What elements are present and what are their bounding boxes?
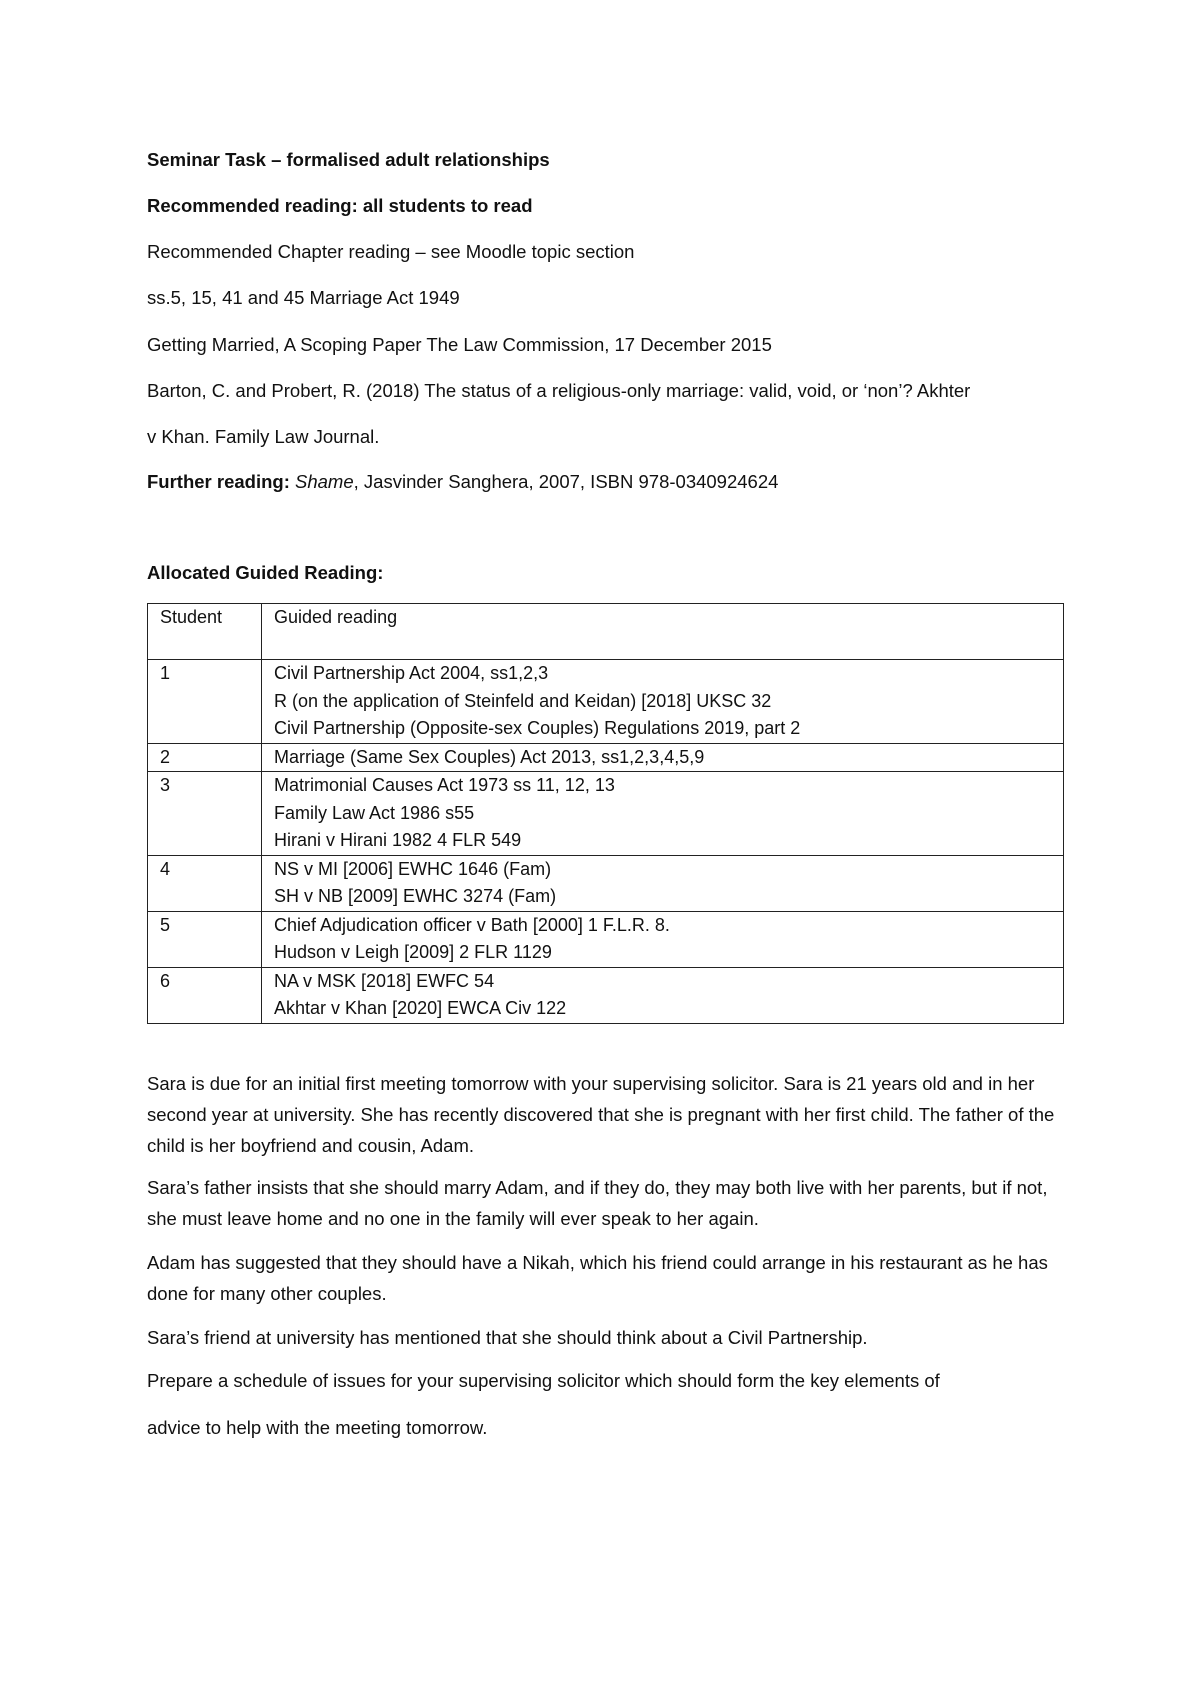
reading-item: Family Law Act 1986 s55	[274, 802, 475, 823]
further-reading-title: Shame	[295, 471, 354, 492]
header-guided-reading: Guided reading	[262, 604, 1064, 660]
header-student: Student	[148, 604, 262, 660]
table-row	[148, 772, 1064, 856]
table-row	[148, 911, 1064, 967]
recommended-item: v Khan. Family Law Journal.	[147, 426, 380, 447]
reading-item: Marriage (Same Sex Couples) Act 2013, ss1,2,3,4,5,9	[274, 746, 705, 767]
reading-item: NS v MI [2006] EWHC 1646 (Fam)	[274, 858, 552, 879]
reading-item: R (on the application of Steinfeld and Keidan) [2018] UKSC 32	[274, 690, 772, 711]
further-reading-label: Further reading:	[147, 471, 290, 492]
table-row	[148, 855, 1064, 911]
task-line: Prepare a schedule of issues for your supervising solicitor which should form the key elements of	[147, 1370, 940, 1391]
readings-cell	[262, 967, 1064, 1023]
readings-cell	[262, 911, 1064, 967]
readings-cell	[262, 855, 1064, 911]
reading-item: Matrimonial Causes Act 1973 ss 11, 12, 13	[274, 775, 615, 795]
student-number: 3	[148, 772, 262, 856]
readings-cell	[262, 772, 1064, 856]
table-row	[148, 967, 1064, 1023]
recommended-item: Barton, C. and Probert, R. (2018) The status of a religious-only marriage: valid, void, or ‘non’? Akhter	[147, 380, 971, 401]
table-row	[148, 660, 1064, 744]
scenario-paragraph: Adam has suggested that they should have a Nikah, which his friend could arrange in his restaurant as he has done for many other couples.	[147, 1252, 1048, 1304]
further-reading	[147, 471, 778, 493]
student-number: 1	[148, 660, 262, 744]
scenario-paragraph: Sara is due for an initial first meeting tomorrow with your supervising solicitor. Sara is 21 years old and in her second year at university. She has recently discovered that she is pregnant with her first child. The father of the child is her boyfriend and cousin, Adam.	[147, 1073, 1055, 1156]
student-number: 6	[148, 967, 262, 1023]
scenario-paragraph: Sara’s father insists that she should marry Adam, and if they do, they may both live with her parents, but if not, she must leave home and no one in the family will ever speak to her again.	[147, 1177, 1048, 1229]
recommended-item: Recommended Chapter reading – see Moodle topic section	[147, 241, 635, 262]
table-header-row	[148, 604, 1064, 660]
further-reading-details: , Jasvinder Sanghera, 2007, ISBN 978-0340924624	[353, 471, 779, 492]
reading-item: Akhtar v Khan [2020] EWCA Civ 122	[274, 998, 567, 1018]
reading-item: Civil Partnership (Opposite-sex Couples) Regulations 2019, part 2	[274, 718, 801, 738]
reading-item: Civil Partnership Act 2004, ss1,2,3	[274, 663, 549, 683]
student-number: 2	[148, 743, 262, 772]
reading-item: NA v MSK [2018] EWFC 54	[274, 970, 495, 991]
reading-item: Hudson v Leigh [2009] 2 FLR 1129	[274, 942, 552, 962]
readings-cell	[262, 743, 1064, 772]
page-title: Seminar Task – formalised adult relationships	[147, 149, 550, 170]
recommended-item: ss.5, 15, 41 and 45 Marriage Act 1949	[147, 287, 460, 308]
recommended-item: Getting Married, A Scoping Paper The Law Commission, 17 December 2015	[147, 334, 772, 355]
reading-item: Hirani v Hirani 1982 4 FLR 549	[274, 830, 522, 850]
recommended-reading-heading: Recommended reading: all students to read	[147, 195, 533, 216]
scenario-paragraph: Sara’s friend at university has mentioned that she should think about a Civil Partnership.	[147, 1327, 868, 1348]
table-row	[148, 743, 1064, 772]
student-number: 4	[148, 855, 262, 911]
reading-item: Chief Adjudication officer v Bath [2000] 1 F.L.R. 8.	[274, 914, 670, 935]
reading-item: SH v NB [2009] EWHC 3274 (Fam)	[274, 886, 557, 906]
readings-cell	[262, 660, 1064, 744]
student-number: 5	[148, 911, 262, 967]
allocated-reading-heading: Allocated Guided Reading:	[147, 562, 384, 583]
guided-reading-table	[147, 603, 1064, 1024]
task-line: advice to help with the meeting tomorrow.	[147, 1417, 488, 1438]
